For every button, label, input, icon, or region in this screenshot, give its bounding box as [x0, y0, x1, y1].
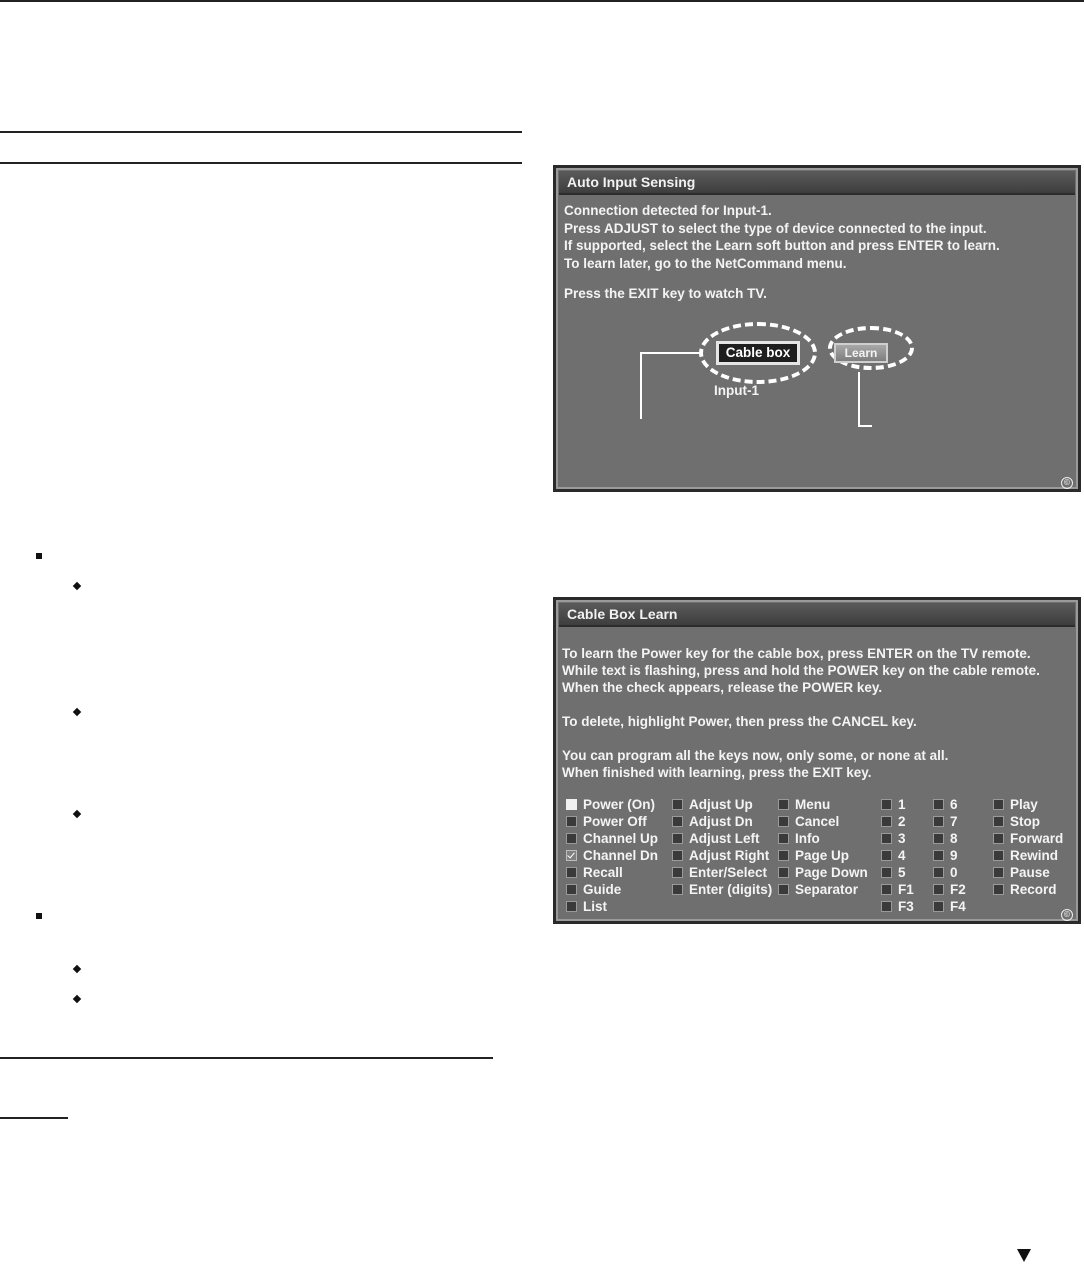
- key-menu[interactable]: Menu: [778, 796, 830, 813]
- checkbox-icon: [672, 833, 683, 844]
- top-rule: [0, 0, 1084, 2]
- key-adjust-left[interactable]: Adjust Left: [672, 830, 760, 847]
- checkbox-icon: [933, 833, 944, 844]
- note-underline: [0, 1117, 68, 1119]
- exit-instruction: Press the EXIT key to watch TV.: [564, 286, 767, 301]
- key-8[interactable]: 8: [933, 830, 958, 847]
- key-enter-select[interactable]: Enter/Select: [672, 864, 767, 881]
- checkbox-icon: [933, 850, 944, 861]
- section-rule-1: [0, 131, 522, 133]
- key-page-up[interactable]: Page Up: [778, 847, 849, 864]
- diamond-bullet-1: [73, 582, 81, 590]
- callout-line-left-h: [640, 352, 701, 354]
- diamond-bullet-4: [73, 965, 81, 973]
- checkbox-icon: [672, 850, 683, 861]
- learn-line-3: When the check appears, release the POWER key.: [562, 680, 883, 695]
- key-adjust-dn[interactable]: Adjust Dn: [672, 813, 753, 830]
- screen-line-4: To learn later, go to the NetCommand menu.: [564, 255, 847, 271]
- checkbox-icon: [566, 833, 577, 844]
- key-cancel[interactable]: Cancel: [778, 813, 839, 830]
- checkbox-icon: [993, 884, 1004, 895]
- checkbox-icon: [933, 816, 944, 827]
- checkbox-icon: [993, 816, 1004, 827]
- key-9[interactable]: 9: [933, 847, 958, 864]
- checkbox-icon: [778, 833, 789, 844]
- key-stop[interactable]: Stop: [993, 813, 1040, 830]
- key-list[interactable]: List: [566, 898, 607, 915]
- continue-arrow-icon: [1017, 1249, 1031, 1262]
- checkbox-icon: [881, 833, 892, 844]
- checkbox-icon: [881, 816, 892, 827]
- checkbox-icon: [993, 850, 1004, 861]
- diamond-bullet-3: [73, 810, 81, 818]
- key-forward[interactable]: Forward: [993, 830, 1063, 847]
- key-pause[interactable]: Pause: [993, 864, 1050, 881]
- checkbox-icon: [778, 799, 789, 810]
- checkbox-icon: [672, 884, 683, 895]
- key-power-on[interactable]: Power (On): [566, 796, 655, 813]
- program-line-2: When finished with learning, press the EXIT key.: [562, 765, 872, 780]
- copyright-icon: ©: [1061, 477, 1073, 489]
- key-rewind[interactable]: Rewind: [993, 847, 1058, 864]
- key-play[interactable]: Play: [993, 796, 1038, 813]
- auto-input-sensing-screen: [553, 165, 1081, 492]
- key-5[interactable]: 5: [881, 864, 906, 881]
- learn-button[interactable]: Learn: [834, 343, 888, 363]
- key-2[interactable]: 2: [881, 813, 906, 830]
- section-rule-2: [0, 162, 522, 164]
- checkbox-icon: [566, 867, 577, 878]
- screen-title: Cable Box Learn: [559, 603, 1075, 627]
- callout-line-right-h: [858, 425, 872, 427]
- program-line-1: You can program all the keys now, only some, or none at all.: [562, 748, 949, 763]
- checkbox-icon: [993, 833, 1004, 844]
- section-rule-3: [0, 1057, 493, 1059]
- checkbox-icon: [672, 799, 683, 810]
- screen-line-1: Connection detected for Input-1.: [564, 203, 772, 218]
- checkbox-icon: [672, 867, 683, 878]
- key-adjust-right[interactable]: Adjust Right: [672, 847, 769, 864]
- screen-title: Auto Input Sensing: [559, 171, 1075, 195]
- key-f1[interactable]: F1: [881, 881, 914, 898]
- callout-line-left-v: [640, 352, 642, 419]
- learn-line-2: While text is flashing, press and hold the POWER key on the cable remote.: [562, 663, 1040, 678]
- checkbox-icon: [881, 850, 892, 861]
- callout-line-right-v: [858, 372, 860, 426]
- diamond-bullet-2: [73, 708, 81, 716]
- checkbox-icon: [881, 799, 892, 810]
- checkbox-icon: [993, 799, 1004, 810]
- input-label: Input-1: [714, 383, 759, 398]
- checkbox-icon: [933, 867, 944, 878]
- checkbox-icon: [672, 816, 683, 827]
- key-adjust-up[interactable]: Adjust Up: [672, 796, 753, 813]
- diamond-bullet-5: [73, 995, 81, 1003]
- key-0[interactable]: 0: [933, 864, 958, 881]
- key-channel-up[interactable]: Channel Up: [566, 830, 658, 847]
- check-icon: [566, 850, 577, 861]
- checkbox-icon: [881, 884, 892, 895]
- screen-line-2: Press ADJUST to select the type of device connected to the input.: [564, 220, 987, 236]
- key-6[interactable]: 6: [933, 796, 958, 813]
- checkbox-icon: [881, 867, 892, 878]
- checkbox-icon: [778, 867, 789, 878]
- key-channel-dn[interactable]: Channel Dn: [566, 847, 658, 864]
- key-f2[interactable]: F2: [933, 881, 966, 898]
- checkbox-icon: [881, 901, 892, 912]
- checkbox-icon: [778, 884, 789, 895]
- checkbox-icon: [933, 901, 944, 912]
- key-record[interactable]: Record: [993, 881, 1057, 898]
- checkbox-icon: [933, 884, 944, 895]
- checkbox-icon: [778, 850, 789, 861]
- key-power-off[interactable]: Power Off: [566, 813, 647, 830]
- key-7[interactable]: 7: [933, 813, 958, 830]
- square-bullet-1: [36, 553, 42, 559]
- checkbox-icon: [566, 884, 577, 895]
- checkbox-icon: [933, 799, 944, 810]
- key-3[interactable]: 3: [881, 830, 906, 847]
- key-recall[interactable]: Recall: [566, 864, 623, 881]
- key-1[interactable]: 1: [881, 796, 906, 813]
- checkbox-icon: [993, 867, 1004, 878]
- learn-line-1: To learn the Power key for the cable box, press ENTER on the TV remote.: [562, 646, 1031, 661]
- key-f3[interactable]: F3: [881, 898, 914, 915]
- delete-instruction: To delete, highlight Power, then press the CANCEL key.: [562, 714, 917, 729]
- key-separator[interactable]: Separator: [778, 881, 858, 898]
- key-enter-digits[interactable]: Enter (digits): [672, 881, 772, 898]
- checkbox-icon: [566, 816, 577, 827]
- checkbox-icon: [566, 901, 577, 912]
- copyright-icon: ©: [1061, 909, 1073, 921]
- square-bullet-2: [36, 913, 42, 919]
- key-info[interactable]: Info: [778, 830, 820, 847]
- key-page-down[interactable]: Page Down: [778, 864, 868, 881]
- checkbox-icon: [566, 799, 577, 810]
- screen-line-3: If supported, select the Learn soft button and press ENTER to learn.: [564, 238, 1000, 253]
- cable-box-button[interactable]: Cable box: [716, 341, 800, 365]
- key-guide[interactable]: Guide: [566, 881, 621, 898]
- key-f4[interactable]: F4: [933, 898, 966, 915]
- key-4[interactable]: 4: [881, 847, 906, 864]
- checkbox-icon: [778, 816, 789, 827]
